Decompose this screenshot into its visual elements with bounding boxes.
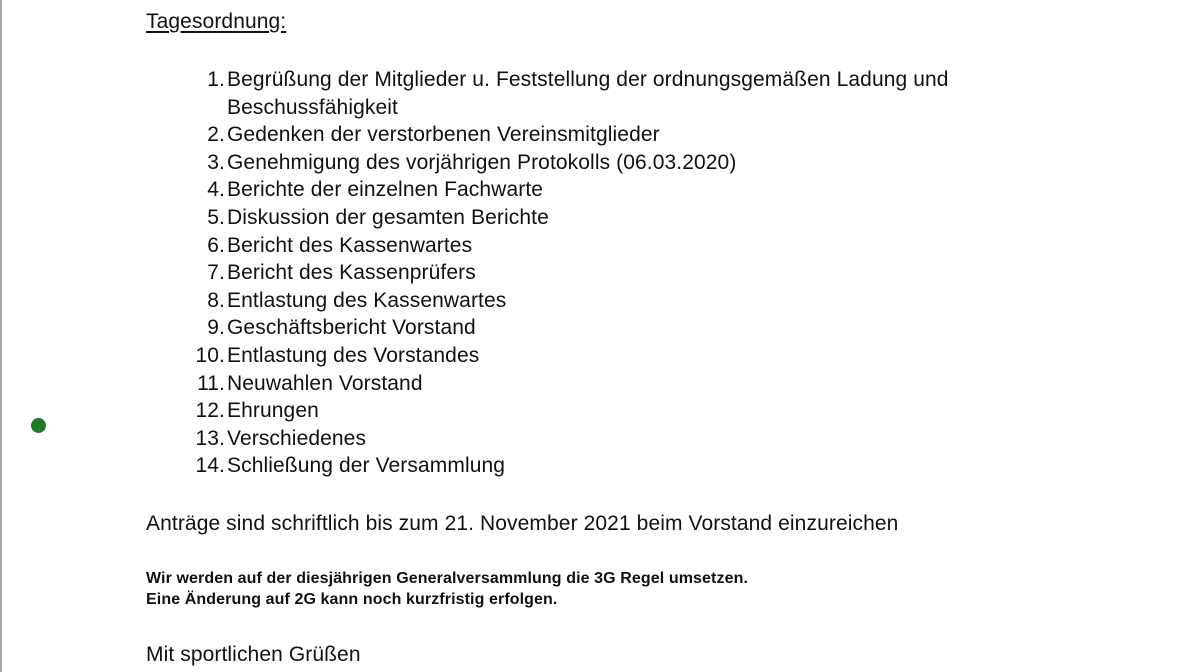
list-item-number: 3. xyxy=(207,150,225,174)
list-item-text: Berichte der einzelnen Fachwarte xyxy=(227,178,544,202)
list-item-number: 12. xyxy=(195,399,225,423)
list-item xyxy=(0,452,1200,480)
list-item-text: Genehmigung des vorjährigen Protokolls (06.03.2020) xyxy=(227,150,737,174)
list-item xyxy=(0,149,1200,177)
agenda-list xyxy=(0,66,1200,480)
list-item xyxy=(0,397,1200,425)
list-item-text: Geschäftsbericht Vorstand xyxy=(227,316,476,340)
green-dot-icon xyxy=(31,418,46,433)
list-item xyxy=(0,121,1200,149)
list-item-text: Entlastung des Vorstandes xyxy=(227,343,480,367)
covid-rule-notice xyxy=(146,568,748,610)
closing-greeting: Mit sportlichen Grüßen xyxy=(146,643,361,666)
list-item-text: Gedenken der verstorbenen Vereinsmitglieder xyxy=(227,123,660,147)
list-item-text: Neuwahlen Vorstand xyxy=(227,371,423,395)
list-item-text: Begrüßung der Mitglieder u. Feststellung der ordnungsgemäßen Ladung und Beschussfähigkeit xyxy=(227,68,949,119)
list-item-number: 6. xyxy=(207,233,225,257)
list-item-text: Verschiedenes xyxy=(227,426,367,450)
list-item-number: 4. xyxy=(207,178,225,202)
list-item-text: Bericht des Kassenprüfers xyxy=(227,261,476,285)
list-item-text: Bericht des Kassenwartes xyxy=(227,233,473,257)
list-item xyxy=(0,287,1200,315)
list-item xyxy=(0,425,1200,453)
list-item-text: Entlastung des Kassenwartes xyxy=(227,288,507,312)
list-item xyxy=(0,66,1200,121)
list-item xyxy=(0,259,1200,287)
list-item xyxy=(0,204,1200,232)
agenda-heading: Tagesordnung: xyxy=(146,10,287,33)
list-item xyxy=(0,232,1200,260)
list-item-number: 13. xyxy=(195,426,225,450)
list-item-text: Diskussion der gesamten Berichte xyxy=(227,205,549,229)
list-item-number: 14. xyxy=(195,454,225,478)
list-item xyxy=(0,176,1200,204)
list-item-text: Ehrungen xyxy=(227,399,319,423)
list-item-number: 5. xyxy=(207,205,225,229)
list-item-number: 2. xyxy=(207,123,225,147)
list-item-number: 11. xyxy=(197,371,225,395)
notice-line-2g: Eine Änderung auf 2G kann noch kurzfristig erfolgen. xyxy=(146,591,558,608)
list-item xyxy=(0,314,1200,342)
list-item-number: 8. xyxy=(207,288,225,312)
list-item-number: 10. xyxy=(195,343,225,367)
list-item-text: Schließung der Versammlung xyxy=(227,454,506,478)
deadline-note: Anträge sind schriftlich bis zum 21. November 2021 beim Vorstand einzureichen xyxy=(146,512,899,535)
notice-line-3g: Wir werden auf der diesjährigen Generalversammlung die 3G Regel umsetzen. xyxy=(146,570,749,587)
list-item xyxy=(0,370,1200,398)
list-item xyxy=(0,342,1200,370)
list-item-number: 1. xyxy=(207,68,225,91)
list-item-number: 9. xyxy=(207,316,225,340)
list-item-number: 7. xyxy=(207,261,225,285)
